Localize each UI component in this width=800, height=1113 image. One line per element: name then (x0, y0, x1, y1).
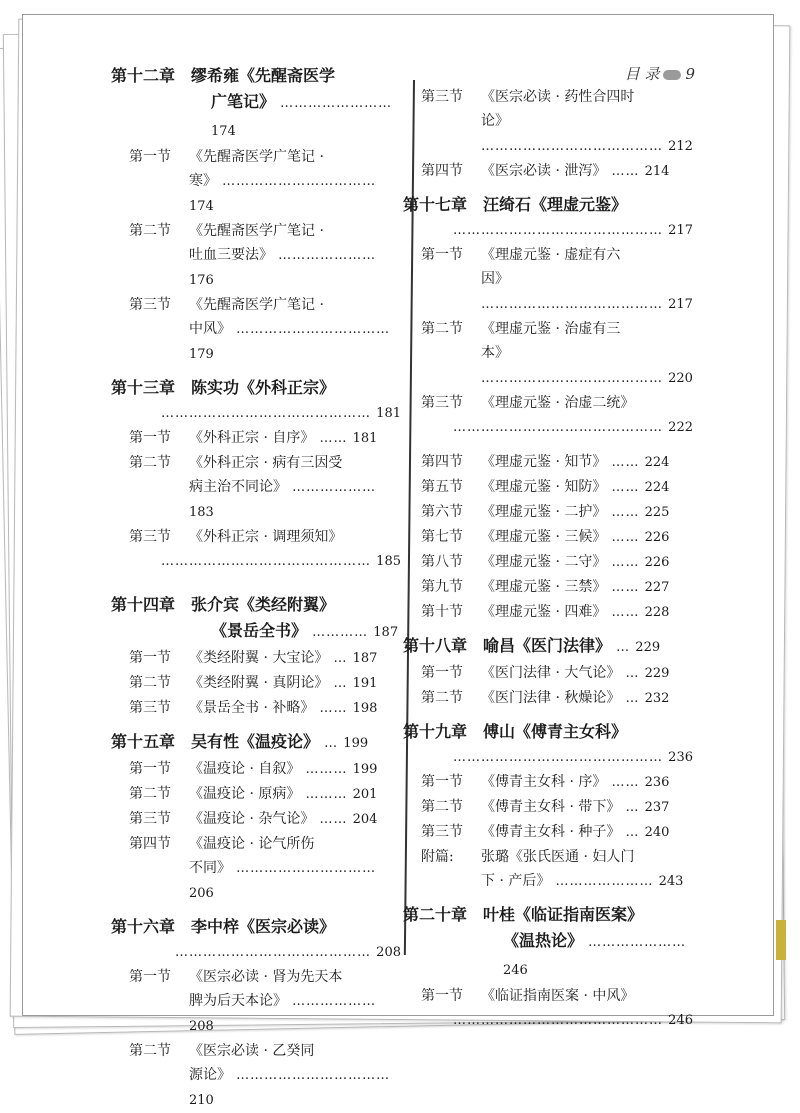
section-entry (403, 845, 693, 869)
spacer (403, 440, 693, 450)
section-number: 第二节 (129, 1043, 171, 1059)
page-ref: 183 (189, 505, 214, 520)
section-number: 第五节 (421, 479, 463, 495)
section-title: 《理虚元鉴 · 四难》 …… 228 (481, 604, 670, 620)
section-number: 第四节 (421, 163, 463, 179)
section-title: 《温疫论 · 杂气论》 …… 204 (189, 811, 378, 827)
page-ref: 227 (644, 580, 670, 595)
section-title: 《理虚元鉴 · 知防》 …… 224 (481, 479, 670, 495)
page-ref: 217 (668, 223, 693, 238)
section-number: 第二节 (129, 675, 171, 691)
page-ref: 179 (189, 347, 214, 362)
chapter-heading (111, 729, 401, 757)
chapter-heading (403, 192, 693, 218)
leader-dots: ……………………………………… (453, 420, 669, 435)
page-ref: 187 (373, 625, 399, 640)
leader-dots: …… (606, 455, 645, 470)
section-title: 《医门法律 · 大气论》 … 229 (481, 665, 670, 681)
chapter-heading (403, 902, 693, 928)
section-title-cont: 中风》 …………………………… 179 (189, 321, 391, 362)
section-title: 《临证指南医案 · 中风》 (481, 988, 635, 1004)
section-title-cont: 源论》 …………………………… 210 (189, 1067, 391, 1108)
section-number: 第三节 (421, 395, 463, 411)
section-number: 第一节 (421, 665, 463, 681)
section-number: 第一节 (129, 761, 171, 777)
section-number: 第一节 (129, 430, 171, 446)
leader-line (111, 549, 401, 574)
section-entry (403, 85, 693, 109)
section-title-cont: 吐血三要法》 ………………… 176 (189, 247, 377, 288)
page-ref: 210 (189, 1093, 214, 1108)
arrow-icon (663, 70, 681, 80)
leader-dots: ……………………………………… (453, 750, 669, 765)
section-title: 《类经附翼 · 真阴论》 … 191 (189, 675, 378, 691)
section-number: 第一节 (129, 969, 171, 985)
section-title: 《景岳全书 · 补略》 …… 198 (189, 700, 378, 716)
section-entry (403, 525, 693, 550)
section-number: 第一节 (129, 149, 171, 165)
page-ref: 232 (644, 691, 670, 706)
section-entry (111, 807, 401, 832)
section-number: 第四节 (421, 454, 463, 470)
chapter-number: 第十九章 (403, 722, 468, 741)
section-number: 第三节 (129, 297, 171, 313)
section-entry (111, 757, 401, 782)
page-ref: 208 (376, 945, 401, 960)
section-title: 《外科正宗 · 调理须知》 (189, 529, 343, 545)
section-entry (111, 965, 401, 989)
section-title: 《温疫论 · 自叙》 ……… 199 (189, 761, 378, 777)
leader-dots: ……… (300, 787, 353, 802)
section-title: 《先醒斋医学广笔记 · (189, 297, 324, 313)
chapter-subtitle (403, 928, 693, 984)
section-title-cont: 因》 ………………………………… 217 (481, 271, 693, 312)
section-entry (403, 984, 693, 1008)
section-title: 《医宗必读 · 肾为先天本 (189, 969, 343, 985)
section-entry (403, 686, 693, 711)
section-entry (111, 145, 401, 169)
section-entry (111, 1039, 401, 1063)
section-title: 《理虚元鉴 · 治虚二统》 (481, 395, 635, 411)
section-title-cont: 病主治不同论》 ……………… 183 (189, 479, 377, 520)
section-entry (403, 317, 693, 341)
leader-dots: ………………… (273, 248, 377, 263)
section-number: 第四节 (129, 836, 171, 852)
section-title: 《先醒斋医学广笔记 · (189, 223, 324, 239)
chapter-title: 汪绮石《理虚元鉴》 (483, 195, 628, 214)
section-title: 《傅青主女科 · 序》 …… 236 (481, 774, 670, 790)
page-ref: 224 (644, 455, 670, 470)
section-number: 第二节 (421, 321, 463, 337)
page-ref: 181 (352, 431, 378, 446)
section-title: 《医宗必读 · 药性合四时 (481, 89, 635, 105)
page-ref: 222 (668, 420, 693, 435)
section-title: 《外科正宗 · 病有三因受 (189, 455, 343, 471)
toc-page (22, 14, 774, 1108)
section-title: 《理虚元鉴 · 二守》 …… 226 (481, 554, 670, 570)
section-entry (111, 671, 401, 696)
page-ref: 240 (644, 825, 670, 840)
section-title: 《理虚元鉴 · 三禁》 …… 227 (481, 579, 670, 595)
chapter-number: 第十二章 (111, 66, 176, 85)
leader-dots: …………………………… (231, 322, 391, 337)
leader-dots: … (620, 666, 645, 681)
leader-dots: …………………………………… (175, 945, 377, 960)
leader-dots: … (620, 825, 645, 840)
page-ref: 236 (668, 750, 693, 765)
section-title: 《医宗必读 · 乙癸同 (189, 1043, 315, 1059)
section-number: 第三节 (421, 89, 463, 105)
header-label: 目 录 (624, 65, 660, 83)
section-number: 第三节 (421, 824, 463, 840)
chapter-number: 第十四章 (111, 595, 176, 614)
section-title: 《温疫论 · 论气所伤 (189, 836, 315, 852)
page-ref: 204 (352, 812, 378, 827)
section-number: 第一节 (421, 988, 463, 1004)
section-title-cont: 寒》 …………………………… 174 (189, 173, 377, 214)
section-entry (111, 696, 401, 721)
chapter-title: 李中梓《医宗必读》 (191, 917, 336, 936)
leader-dots: ……… (300, 762, 353, 777)
leader-line (403, 1008, 693, 1033)
chapter-title: 傅山《傅青主女科》 (483, 722, 628, 741)
toc-column-left (111, 55, 401, 1113)
leader-dots: … (328, 651, 353, 666)
section-title-cont: 下 · 产后》 ………………… 243 (481, 873, 684, 889)
leader-line (403, 218, 693, 243)
leader-dots: …… (314, 431, 353, 446)
leader-dots: …… (314, 812, 353, 827)
book-edge-yellow (776, 920, 786, 960)
section-title: 《傅青主女科 · 带下》 … 237 (481, 799, 670, 815)
chapter-heading (403, 719, 693, 745)
page-ref: 246 (668, 1013, 693, 1028)
section-entry (403, 391, 693, 415)
spacer (403, 1033, 693, 1043)
section-title: 《医宗必读 · 泄泻》 …… 214 (481, 163, 670, 179)
page-ref: 228 (644, 605, 670, 620)
page-number: 9 (685, 65, 695, 83)
chapter-title: 陈实功《外科正宗》 (191, 378, 336, 397)
chapter-title: 缪希雍《先醒斋医学 (191, 66, 336, 85)
leader-dots: ……………………………………… (453, 1013, 669, 1028)
section-entry (111, 293, 401, 317)
section-number: 第二节 (129, 455, 171, 471)
leader-dots: …………………………… (231, 1068, 391, 1083)
section-number: 第二节 (421, 799, 463, 815)
leader-dots: ………………………………… (481, 139, 669, 154)
page-ref: 201 (352, 787, 378, 802)
page-ref: 224 (644, 480, 670, 495)
chapter-title-cont: 《景岳全书》 (211, 621, 308, 640)
running-header (625, 63, 695, 84)
leader-line (403, 745, 693, 770)
chapter-number: 第十五章 (111, 732, 176, 751)
section-entry (111, 219, 401, 243)
chapter-heading (111, 63, 401, 89)
leader-dots: …… (606, 480, 645, 495)
section-number: 第二节 (421, 690, 463, 706)
section-number: 第九节 (421, 579, 463, 595)
page-ref: 220 (668, 371, 693, 386)
leader-dots: …… (606, 505, 645, 520)
section-title: 《外科正宗 · 自序》 …… 181 (189, 430, 378, 446)
chapter-title-cont: 《温热论》 (503, 931, 584, 950)
leader-dots: …… (314, 701, 353, 716)
section-number: 第二节 (129, 223, 171, 239)
page-ref: 176 (189, 273, 214, 288)
chapter-heading (111, 375, 401, 401)
chapter-heading (111, 592, 401, 618)
leader-line (111, 940, 401, 965)
page-ref: 199 (343, 736, 369, 751)
page-ref: 206 (189, 886, 214, 901)
leader-dots: ………………… (583, 935, 687, 950)
leader-dots: ………………………… (231, 861, 377, 876)
section-entry (111, 525, 401, 549)
chapter-subtitle (111, 618, 401, 646)
section-number: 第三节 (129, 529, 171, 545)
section-entry (403, 600, 693, 625)
chapter-number: 第十六章 (111, 917, 176, 936)
page-ref: 174 (211, 124, 236, 139)
section-title: 《温疫论 · 原病》 ……… 201 (189, 786, 378, 802)
section-entry (111, 832, 401, 856)
leader-dots: …… (606, 530, 645, 545)
section-entry (403, 770, 693, 795)
chapter-number: 第十七章 (403, 195, 468, 214)
leader-dots: … (319, 736, 344, 751)
leader-dots: …… (606, 164, 645, 179)
section-title-cont: 论》 ………………………………… 212 (481, 113, 693, 154)
section-number: 第一节 (421, 247, 463, 263)
chapter-number: 第十八章 (403, 636, 468, 655)
leader-dots: ………………… (550, 874, 659, 889)
section-number: 第八节 (421, 554, 463, 570)
chapter-number: 第二十章 (403, 905, 468, 924)
section-number: 第一节 (129, 650, 171, 666)
section-number: 第一节 (421, 774, 463, 790)
section-entry (111, 451, 401, 475)
spacer (111, 574, 401, 584)
section-number: 第二节 (129, 786, 171, 802)
section-number: 第十节 (421, 604, 463, 620)
chapter-title: 叶桂《临证指南医案》 (483, 905, 644, 924)
leader-dots: ………………………………… (481, 371, 669, 386)
chapter-heading (111, 914, 401, 940)
section-number: 第三节 (129, 811, 171, 827)
page-ref: 181 (376, 406, 401, 421)
section-title: 《傅青主女科 · 种子》 … 240 (481, 824, 670, 840)
section-number: 第七节 (421, 529, 463, 545)
section-title: 《理虚元鉴 · 治虚有三 (481, 321, 621, 337)
page-ref: 225 (644, 505, 670, 520)
leader-dots: …… (606, 605, 645, 620)
section-title: 《理虚元鉴 · 知节》 …… 224 (481, 454, 670, 470)
chapter-title: 喻昌《医门法律》 (483, 636, 612, 655)
chapter-title: 张介宾《类经附翼》 (191, 595, 336, 614)
leader-dots: ……………………………………… (161, 406, 377, 421)
page-ref: 214 (644, 164, 670, 179)
leader-dots: …… (606, 580, 645, 595)
page-ref: 185 (376, 554, 401, 569)
section-number: 附篇: (421, 849, 454, 865)
leader-dots: …… (606, 555, 645, 570)
chapter-number: 第十三章 (111, 378, 176, 397)
leader-dots: ……………………………………… (161, 554, 377, 569)
leader-dots: … (620, 691, 645, 706)
section-entry (403, 243, 693, 267)
section-entry (403, 500, 693, 525)
page-ref: 229 (635, 640, 661, 655)
leader-dots: …………………… (275, 96, 393, 111)
section-entry (403, 450, 693, 475)
leader-dots: …………………………… (217, 174, 377, 189)
page-ref: 199 (352, 762, 378, 777)
section-number: 第三节 (129, 700, 171, 716)
section-entry (111, 782, 401, 807)
section-entry (111, 426, 401, 451)
page-ref: 198 (352, 701, 378, 716)
leader-dots: ……………… (287, 480, 377, 495)
page-ref: 212 (668, 139, 693, 154)
page-ref: 229 (644, 666, 670, 681)
page-ref: 246 (503, 963, 528, 978)
page-ref: 226 (644, 530, 670, 545)
page-ref: 191 (352, 676, 378, 691)
leader-dots: ………………………………… (481, 297, 669, 312)
leader-dots: … (620, 800, 645, 815)
section-entry (403, 661, 693, 686)
section-title: 《类经附翼 · 大宝论》 … 187 (189, 650, 378, 666)
leader-dots: ………… (307, 625, 374, 640)
section-title: 《医门法律 · 秋燥论》 … 232 (481, 690, 670, 706)
page-ref: 208 (189, 1019, 214, 1034)
leader-dots: … (611, 640, 636, 655)
page-ref: 217 (668, 297, 693, 312)
leader-dots: ……………… (287, 994, 377, 1009)
page-ref: 174 (189, 199, 214, 214)
toc-column-right (403, 85, 693, 1043)
section-title: 《理虚元鉴 · 二护》 …… 225 (481, 504, 670, 520)
page-ref: 187 (352, 651, 378, 666)
chapter-title-cont: 广笔记》 (211, 92, 276, 111)
chapter-subtitle (111, 89, 401, 145)
page-ref: 243 (658, 874, 684, 889)
leader-dots: ……………………………………… (453, 223, 669, 238)
leader-line (403, 415, 693, 440)
page-ref: 226 (644, 555, 670, 570)
section-entry (403, 575, 693, 600)
section-entry (403, 820, 693, 845)
leader-line (111, 401, 401, 426)
page-ref: 236 (644, 775, 670, 790)
section-title-cont: 脾为后天本论》 ……………… 208 (189, 993, 377, 1034)
chapter-heading (403, 633, 693, 661)
section-title-cont: 本》 ………………………………… 220 (481, 345, 693, 386)
section-title: 《理虚元鉴 · 虚症有六 (481, 247, 621, 263)
page-ref: 237 (644, 800, 670, 815)
section-title: 《理虚元鉴 · 三候》 …… 226 (481, 529, 670, 545)
section-entry (403, 550, 693, 575)
section-title: 张璐《张氏医通 · 妇人门 (481, 849, 635, 865)
section-number: 第六节 (421, 504, 463, 520)
section-entry (403, 159, 693, 184)
leader-dots: …… (606, 775, 645, 790)
section-title-cont: 不同》 ………………………… 206 (189, 860, 377, 901)
leader-dots: … (328, 676, 353, 691)
chapter-title: 吴有性《温疫论》 (191, 732, 320, 751)
section-entry (111, 646, 401, 671)
section-entry (403, 795, 693, 820)
section-entry (403, 475, 693, 500)
section-title: 《先醒斋医学广笔记 · (189, 149, 324, 165)
